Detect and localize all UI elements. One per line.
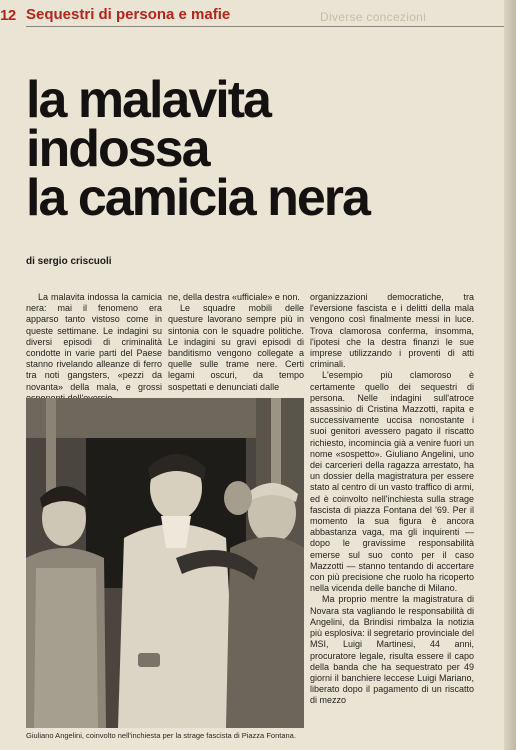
article-column-3	[310, 292, 474, 707]
article-column-2	[168, 292, 304, 393]
photo-caption: Giuliano Angelini, coinvolto nell'inchiesta per la strage fascista di Piazza Fontana.	[26, 731, 296, 740]
headline	[26, 71, 506, 227]
news-photo	[26, 398, 304, 728]
headline-line-2: indossa	[26, 120, 209, 178]
header-rule	[26, 26, 504, 27]
bleed-through-text: Diverse concezioni	[320, 10, 427, 24]
headline-line-3: la camicia nera	[26, 169, 369, 227]
paragraph: organizzazioni democratiche, tra l'eversione fascista e i delitti della mala vengono così finalmente messi in luce. Trova clamorosa conferma, insomma, l'ipotesi che la destra finanzi le sue imprese utilizzando i proventi di atti criminali.	[310, 292, 474, 370]
paragraph: Le squadre mobili delle questure lavorano sempre più in sintonia con le squadre politiche. Le indagini su gravi episodi di banditismo vengono collegate a quelle sulle trame nere. Certi legami oscuri, da tempo sospettati e denunciati dalle	[168, 303, 304, 392]
article-column-1	[26, 292, 162, 404]
page-fold-edge	[504, 0, 516, 750]
paragraph: Ma proprio mentre la magistratura di Novara sta vagliando le responsabilità di Angelini, da Brindisi rimbalza la notizia più esplosiva: il segretario provinciale del MSI, Luigi Martinesi, 44 anni, procuratore legale, risulta essere il capo della banda che ha sequestrato per 49 giorni il banchiere leccese Luigi Mariano, liberato dopo il pagamento di un riscatto di mezzo	[310, 594, 474, 706]
paragraph: L'esempio più clamoroso è certamente quello dei sequestri di persona. Nelle indagini sull'atroce assassinio di Cristina Mazzotti, rapita e successivamente uccisa nonostante i suoi genitori avessero pagato il riscatto richiesto, incomincia già a venire fuori un nome «sospetto». Giuliano Angelini, uno dei carcerieri della ragazza arrestato, ha un dossier della magistratura per essere stato al centro di un vasto traffico di armi, ed è coinvolto nell'inchiesta sulla strage fascista di piazza Fontana del '69. Per il momento la sua figura è ancora abbastanza vaga, ma gli inquirenti — dopo le gravissime responsabilità emerse sul suo conto per il caso Mazzotti — stanno tentando di accertare con più precisione che ruolo ha ricoperto nella vicenda delle banche di Milano.	[310, 370, 474, 594]
page-number: 12	[0, 7, 16, 24]
section-heading: Sequestri di persona e mafie	[26, 6, 231, 23]
paragraph: ne, della destra «ufficiale» e non.	[168, 292, 300, 302]
byline: di sergio criscuoli	[26, 256, 112, 267]
headline-line-1: la malavita	[26, 71, 270, 129]
paragraph: La malavita indossa la camicia nera: mai il fenomeno era apparso tanto vistoso come in queste settimane. Le indagini su diversi episodi di criminalità condotte in varie parti del Paese stanno rivelando alleanze di ferro tra noti gangsters, «pezzi da novanta» della mala, e grossi	[26, 292, 162, 392]
